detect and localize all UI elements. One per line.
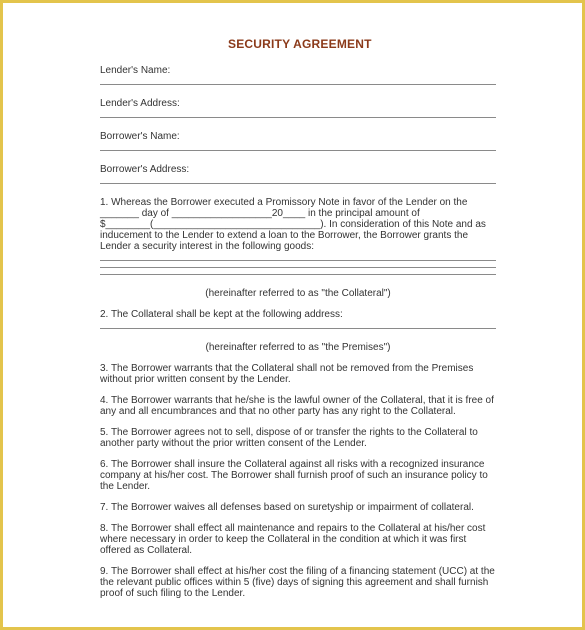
borrower-address-label: Borrower's Address: bbox=[100, 164, 190, 175]
clause-9-line: 9. The Borrower shall effect at his/her cost the filing of a financing statement (UCC) at the bbox=[100, 566, 495, 577]
clause-1-line: _______ day of __________________20____ in the principal amount of bbox=[100, 208, 420, 219]
clause-2: 2. The Collateral shall be kept at the following address: bbox=[100, 309, 343, 320]
premises-note: (hereinafter referred to as "the Premises") bbox=[205, 342, 391, 353]
collateral-line[interactable] bbox=[100, 260, 496, 261]
borrower-address-line[interactable] bbox=[100, 183, 496, 184]
lender-address-label: Lender's Address: bbox=[100, 98, 180, 109]
clause-9 bbox=[100, 566, 498, 599]
clause-4 bbox=[100, 395, 498, 417]
clause-8-line: offered as Collateral. bbox=[100, 545, 193, 556]
clause-3-line: 3. The Borrower warrants that the Collateral shall not be removed from the Premises bbox=[100, 363, 474, 374]
clause-5 bbox=[100, 427, 498, 449]
clause-8-line: where necessary in order to keep the Collateral in the condition at which it was first bbox=[100, 534, 467, 545]
lender-address-line[interactable] bbox=[100, 117, 496, 118]
clause-1-line: inducement to the Lender to extend a loan to the Borrower, the Borrower grants the bbox=[100, 230, 469, 241]
clause-4-line: any and all encumbrances and that no other party has any right to the Collateral. bbox=[100, 406, 456, 417]
collateral-line[interactable] bbox=[100, 267, 496, 268]
clause-7: 7. The Borrower waives all defenses based on suretyship or impairment of collateral. bbox=[100, 502, 474, 513]
clause-6-line: the Lender. bbox=[100, 481, 151, 492]
collateral-line[interactable] bbox=[100, 274, 496, 275]
clause-9-line: the relevant public offices within 5 (five) days of signing this agreement and shall furnish bbox=[100, 577, 489, 588]
clause-6 bbox=[100, 459, 498, 492]
clause-8 bbox=[100, 523, 498, 556]
clause-6-line: company at his/her cost. The Borrower shall furnish proof of such an insurance policy to bbox=[100, 470, 488, 481]
borrower-name-label: Borrower's Name: bbox=[100, 131, 180, 142]
collateral-note: (hereinafter referred to as "the Collateral") bbox=[205, 288, 391, 299]
clause-6-line: 6. The Borrower shall insure the Collateral against all risks with a recognized insurance bbox=[100, 459, 485, 470]
lender-name-label: Lender's Name: bbox=[100, 65, 171, 76]
clause-4-line: 4. The Borrower warrants that he/she is the lawful owner of the Collateral, that it is free of bbox=[100, 395, 494, 406]
clause-8-line: 8. The Borrower shall effect all maintenance and repairs to the Collateral at his/her cost bbox=[100, 523, 486, 534]
borrower-name-line[interactable] bbox=[100, 150, 496, 151]
clause-1 bbox=[100, 197, 498, 252]
clause-5-line: another party without the prior written consent of the Lender. bbox=[100, 438, 367, 449]
clause-1-line: Lender a security interest in the following goods: bbox=[100, 241, 315, 252]
lender-name-line[interactable] bbox=[100, 84, 496, 85]
clause-5-line: 5. The Borrower agrees not to sell, dispose of or transfer the rights to the Collateral to bbox=[100, 427, 478, 438]
clause-1-line: 1. Whereas the Borrower executed a Promissory Note in favor of the Lender on the bbox=[100, 197, 468, 208]
clause-9-line: proof of such filing to the Lender. bbox=[100, 588, 246, 599]
clause-3-line: without prior written consent by the Lender. bbox=[100, 374, 291, 385]
clause-3 bbox=[100, 363, 498, 385]
premises-address-line[interactable] bbox=[100, 328, 496, 329]
clause-1-line: $________(______________________________). In consideration of this Note and as bbox=[100, 219, 486, 230]
document-title: SECURITY AGREEMENT bbox=[228, 37, 372, 51]
